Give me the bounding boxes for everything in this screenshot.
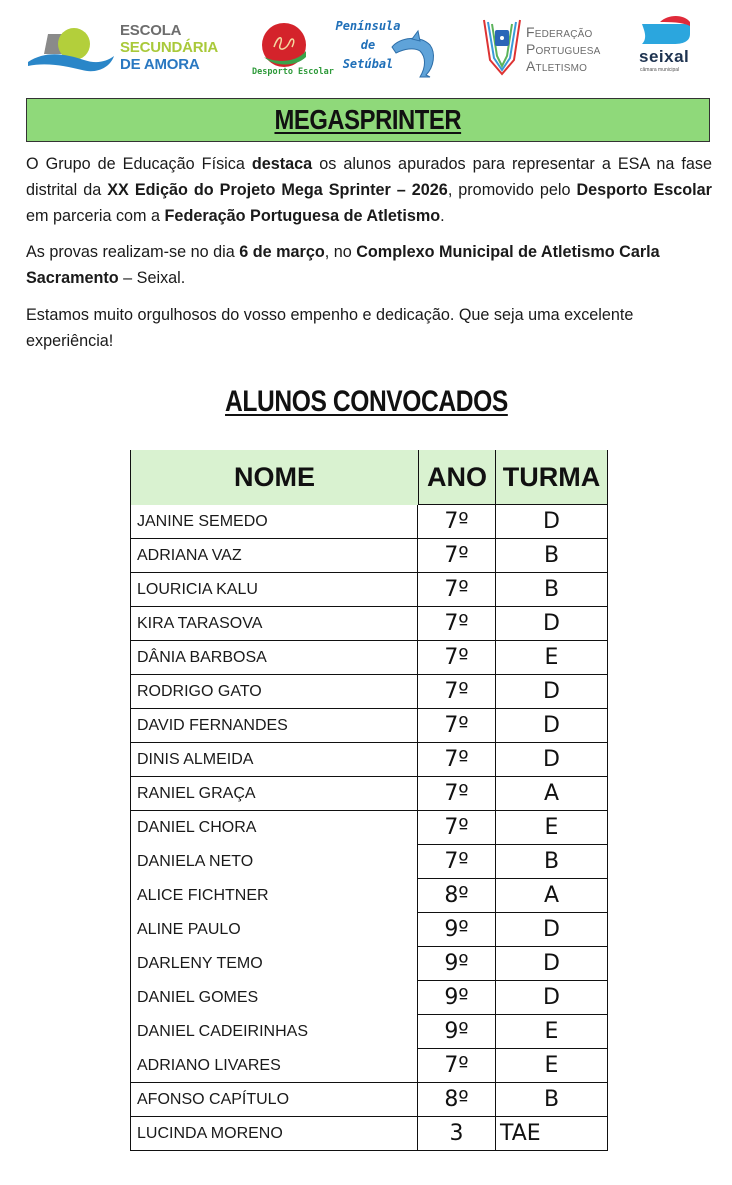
cell-ano: 7º: [418, 573, 496, 607]
table-row: [130, 709, 608, 743]
cell-turma: A: [496, 777, 608, 811]
cell-turma: E: [496, 1015, 608, 1049]
fpa-emblem-icon: [480, 14, 524, 78]
desporto-escolar-label: Desporto Escolar: [252, 67, 334, 77]
p2-bold-1: 6 de março: [239, 243, 325, 261]
cell-turma: D: [496, 675, 608, 709]
event-paragraph: [26, 239, 712, 291]
esa-emblem-icon: [26, 20, 116, 78]
cell-ano: 7º: [418, 641, 496, 675]
cell-ano: 9º: [418, 913, 496, 947]
cell-ano: 7º: [418, 743, 496, 777]
cell-turma: TAE: [496, 1117, 608, 1151]
cell-turma: E: [496, 641, 608, 675]
header-ano: ANO: [418, 450, 496, 505]
cell-ano: 7º: [418, 811, 496, 845]
title-banner: [26, 98, 710, 142]
cell-turma: E: [496, 1049, 608, 1083]
cell-nome: DÂNIA BARBOSA: [130, 641, 418, 675]
cell-ano: 7º: [418, 777, 496, 811]
p1-text-1: O Grupo de Educação Física: [26, 155, 252, 173]
cell-turma: D: [496, 947, 608, 981]
table-row: [130, 539, 608, 573]
table-row: [130, 947, 608, 981]
table-row: [130, 981, 608, 1015]
seixal-logo: [636, 14, 696, 76]
intro-paragraph: [26, 151, 712, 229]
table-body: [130, 505, 608, 1151]
p2-text-2: , no: [324, 243, 357, 261]
p1-text-2: os alunos apurados para representar a ESA na fase distrital da: [26, 155, 712, 199]
cell-ano: 7º: [418, 607, 496, 641]
cell-turma: D: [496, 743, 608, 777]
table-row: [130, 1083, 608, 1117]
cell-nome: RANIEL GRAÇA: [130, 777, 418, 811]
cell-ano: 3: [418, 1117, 496, 1151]
cell-ano: 7º: [418, 709, 496, 743]
table-row: [130, 879, 608, 913]
fpa-line-1: Federação: [526, 24, 593, 40]
escola-secundaria-amora-logo: [26, 20, 226, 78]
p1-text-3: , promovido pelo: [447, 181, 577, 199]
cell-nome: KIRA TARASOVA: [130, 607, 418, 641]
section-heading: [0, 385, 732, 419]
p2-text-1: As provas realizam-se no dia: [26, 243, 240, 261]
dolphin-icon: [390, 27, 440, 79]
cell-nome: DANIEL CHORA: [130, 811, 418, 845]
p2-bold-2: Complexo Municipal de Atletismo Carla Sacramento: [26, 243, 660, 287]
table-row: [130, 845, 608, 879]
cell-turma: B: [496, 573, 608, 607]
p1-bold-1: destaca: [251, 155, 313, 173]
table-row: [130, 607, 608, 641]
table-row: [130, 811, 608, 845]
cell-turma: A: [496, 879, 608, 913]
p1-text-5: .: [440, 207, 445, 225]
cell-turma: B: [496, 845, 608, 879]
table-row: [130, 675, 608, 709]
seixal-emblem-icon: [640, 14, 692, 46]
cell-nome: ALICE FICHTNER: [130, 879, 418, 913]
table-row: [130, 1117, 608, 1151]
table-row: [130, 573, 608, 607]
seixal-subtitle: câmara municipal: [640, 67, 680, 73]
cell-nome: DANIEL GOMES: [130, 981, 418, 1015]
federacao-portuguesa-atletismo-logo: [480, 12, 620, 78]
cell-turma: B: [496, 1083, 608, 1117]
table-header: [130, 450, 608, 505]
p1-bold-2: XX Edição do Projeto Mega Sprinter – 2026: [107, 181, 448, 199]
cell-turma: D: [496, 709, 608, 743]
cell-nome: DANIELA NETO: [130, 845, 418, 879]
esa-line-3: DE AMORA: [120, 56, 200, 73]
cell-nome: DAVID FERNANDES: [130, 709, 418, 743]
table-row: [130, 777, 608, 811]
header-nome: NOME: [130, 450, 418, 505]
cell-ano: 7º: [418, 505, 496, 539]
table-row: [130, 641, 608, 675]
cell-ano: 7º: [418, 539, 496, 573]
header-turma: TURMA: [496, 450, 608, 505]
cell-ano: 9º: [418, 981, 496, 1015]
cell-nome: JANINE SEMEDO: [130, 505, 418, 539]
peninsula-setubal-logo: [332, 17, 442, 79]
cell-nome: DANIEL CADEIRINHAS: [130, 1015, 418, 1049]
cell-ano: 7º: [418, 675, 496, 709]
cell-ano: 7º: [418, 845, 496, 879]
table-row: [130, 743, 608, 777]
p1-text-4: em parceria com a: [26, 207, 165, 225]
cell-nome: AFONSO CAPÍTULO: [130, 1083, 418, 1117]
cell-nome: RODRIGO GATO: [130, 675, 418, 709]
cell-turma: E: [496, 811, 608, 845]
esa-line-1: ESCOLA: [120, 22, 182, 39]
peninsula-line-2: de: [360, 38, 376, 52]
cell-turma: D: [496, 607, 608, 641]
cell-turma: B: [496, 539, 608, 573]
cell-nome: LOURICIA KALU: [130, 573, 418, 607]
cell-ano: 8º: [418, 879, 496, 913]
p1-bold-3: Desporto Escolar: [576, 181, 712, 199]
students-table: [130, 450, 608, 1151]
table-row: [130, 913, 608, 947]
cell-nome: DINIS ALMEIDA: [130, 743, 418, 777]
cell-turma: D: [496, 981, 608, 1015]
peninsula-line-1: Península: [335, 19, 401, 33]
cell-nome: ADRIANA VAZ: [130, 539, 418, 573]
cell-ano: 7º: [418, 1049, 496, 1083]
cell-turma: D: [496, 505, 608, 539]
table-row: [130, 1015, 608, 1049]
desporto-escolar-logo: [250, 17, 334, 81]
cell-nome: ALINE PAULO: [130, 913, 418, 947]
section-heading-text: ALUNOS CONVOCADOS: [224, 385, 508, 418]
cell-ano: 9º: [418, 1015, 496, 1049]
cell-nome: ADRIANO LIVARES: [130, 1049, 418, 1083]
peninsula-line-3: Setúbal: [342, 57, 394, 71]
esa-line-2: SECUNDÁRIA: [120, 39, 219, 56]
cell-nome: LUCINDA MORENO: [130, 1117, 418, 1151]
p2-text-3: – Seixal.: [118, 269, 186, 287]
fpa-line-3: Atletismo: [526, 58, 588, 74]
table-row: [130, 505, 608, 539]
closing-paragraph: Estamos muito orgulhosos do vosso empenho e dedicação. Que seja uma excelente experiência!: [26, 306, 634, 350]
cell-turma: D: [496, 913, 608, 947]
table-row: [130, 1049, 608, 1083]
cell-ano: 8º: [418, 1083, 496, 1117]
page-title: MEGASPRINTER: [274, 104, 462, 135]
seixal-name: seixal: [639, 47, 690, 66]
desporto-escolar-emblem-icon: [250, 17, 330, 69]
p1-bold-4: Federação Portuguesa de Atletismo: [164, 207, 441, 225]
cell-ano: 9º: [418, 947, 496, 981]
cell-nome: DARLENY TEMO: [130, 947, 418, 981]
fpa-line-2: Portuguesa: [526, 41, 601, 57]
logos-header: [0, 0, 732, 95]
